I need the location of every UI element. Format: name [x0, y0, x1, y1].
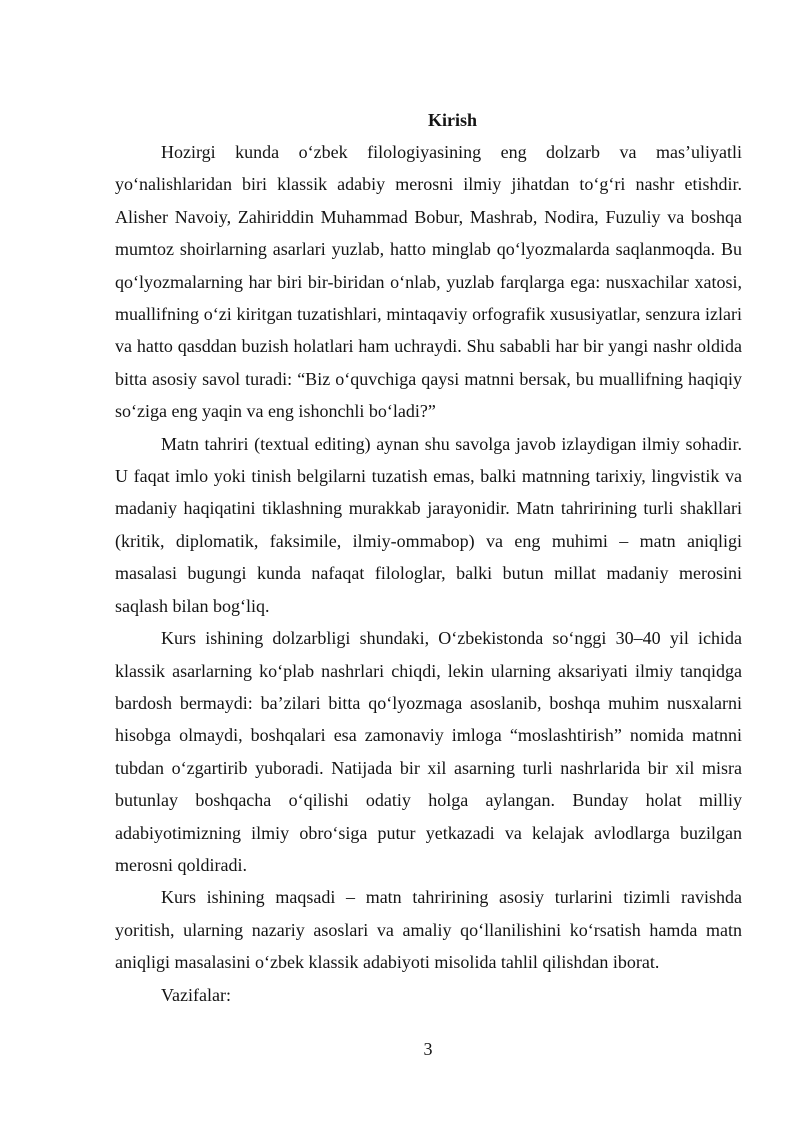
paragraph-intro: Hozirgi kunda oʻzbek filologiyasining eng dolzarb va mas’uliyatli yoʻnalishlaridan biri klassik adabiy merosni ilmiy jihatdan toʻgʻri nashr etishdir. Alisher Navoiy, Zahiriddin Muhammad Bobur, Mashrab, Nodira, Fuzuliy va boshqa mumtoz shoirlarning asarlari yuzlab, hatto minglab qoʻlyozmalarda saqlanmoqda. Bu qoʻlyozmalarning har biri bir-biridan oʻnlab, yuzlab farqlarga ega: nusxachilar xatosi, muallifning oʻzi kiritgan tuzatishlari, mintaqaviy orfografik xususiyatlar, senzura izlari va hatto qasddan buzish holatlari ham uchraydi. Shu sababli har bir yangi nashr oldida bitta asosiy savol turadi: “Biz oʻquvchiga qaysi matnni bersak, bu muallifning haqiqiy soʻziga eng yaqin va eng ishonchli boʻladi?” — [115, 142, 742, 422]
paragraph-tasks-heading: Vazifalar: — [161, 984, 231, 1005]
page-number: 3 — [423, 1039, 433, 1059]
paragraph-relevance: Kurs ishining dolzarbligi shundaki, Oʻzbekistonda soʻnggi 30–40 yil ichida klassik asarlarning koʻplab nashrlari chiqdi, lekin ularning aksariyati ilmiy tanqidga bardosh bermaydi: ba’zilari bitta qoʻlyozmaga asoslanib, boshqa muhim nusxalarni hisobga olmaydi, boshqalari esa zamonaviy imloga “moslashtirish” nomida matnni tubdan oʻzgartirib yuboradi. Natijada bir xil asarning turli nashrlarida bir xil misra butunlay boshqacha oʻqilishi odatiy holga aylangan. Bunday holat milliy adabiyotimizning ilmiy obroʻsiga putur yetkazadi va kelajak avlodlarga buzilgan merosni qoldiradi. — [115, 628, 742, 875]
section-title: Kirish — [427, 110, 477, 130]
paragraph-goal: Kurs ishining maqsadi – matn tahririning asosiy turlarini tizimli ravishda yoritish, ularning nazariy asoslari va amaliy qoʻllanilishini koʻrsatish hamda matn aniqligi masalasini oʻzbek klassik adabiyoti misolida tahlil qilishdan iborat. — [115, 887, 742, 973]
document-body — [115, 104, 742, 1011]
paragraph-textual-editing: Matn tahriri (textual editing) aynan shu savolga javob izlaydigan ilmiy sohadir. U faqat imlo yoki tinish belgilarni tuzatish emas, balki matnning tarixiy, lingvistik va madaniy haqiqatini tiklashning murakkab jarayonidir. Matn tahririning turli shakllari (kritik, diplomatik, faksimile, ilmiy-ommabop) va eng muhimi – matn aniqligi masalasi bugungi kunda nafaqat filologlar, balki butun millat madaniy merosini saqlash bilan bogʻliq. — [115, 433, 742, 616]
